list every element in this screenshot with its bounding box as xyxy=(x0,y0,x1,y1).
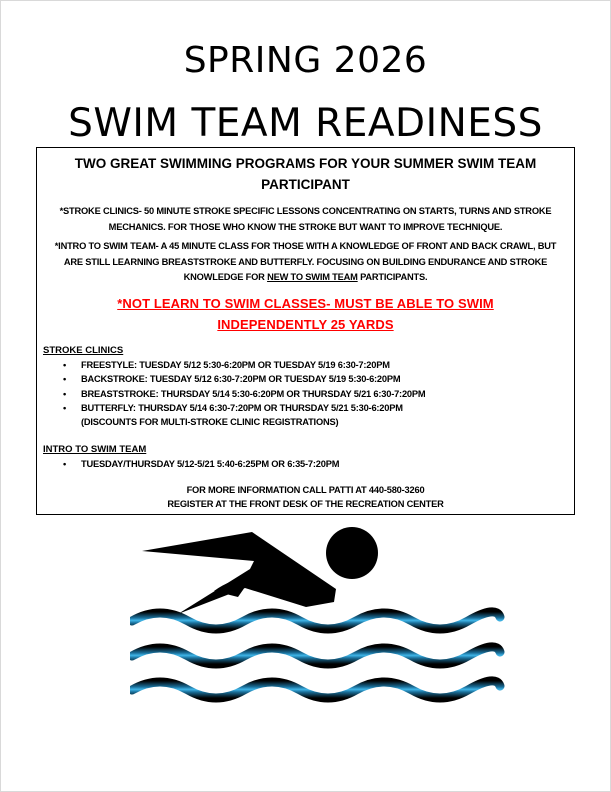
stroke-clinics-heading: STROKE CLINICS xyxy=(43,345,124,356)
list-item: • TUESDAY/THURSDAY 5/12-5/21 5:40-6:25PM OR 6:35-7:20PM xyxy=(63,459,340,469)
swim-ability-warning: *NOT LEARN TO SWIM CLASSES- MUST BE ABLE TO SWIM INDEPENDENTLY 25 YARDS xyxy=(117,296,494,332)
contact-phone-line: FOR MORE INFORMATION CALL PATTI AT 440-580-3260 xyxy=(186,485,425,495)
wave-middle xyxy=(132,647,500,664)
new-to-swim-team-emphasis: NEW TO SWIM TEAM xyxy=(267,272,358,282)
swimmer-head xyxy=(326,527,378,579)
list-item: • BUTTERFLY: THURSDAY 5/14 6:30-7:20PM OR THURSDAY 5/21 5:30-6:20PM xyxy=(63,402,403,413)
swimmer-arm-body xyxy=(142,532,336,614)
stroke-clinics-schedule xyxy=(43,358,425,415)
wave-bottom xyxy=(132,681,500,698)
flyer-title-season: SPRING 2026 xyxy=(183,40,428,81)
flyer-title-program: SWIM TEAM READINESS xyxy=(68,101,543,146)
intro-swim-team-heading: INTRO TO SWIM TEAM xyxy=(43,444,147,455)
list-item: • BACKSTROKE: TUESDAY 5/12 6:30-7:20PM OR TUESDAY 5/19 5:30-6:20PM xyxy=(63,374,401,385)
multi-clinic-discount-note: (DISCOUNTS FOR MULTI-STROKE CLINIC REGISTRATIONS) xyxy=(81,417,339,427)
contact-info xyxy=(37,483,574,511)
registration-line: REGISTER AT THE FRONT DESK OF THE RECREATION CENTER xyxy=(167,499,444,509)
programs-headline-line1: TWO GREAT SWIMMING PROGRAMS FOR YOUR SUMMER SWIM TEAM xyxy=(74,156,537,171)
stroke-clinics-description: *STROKE CLINICS- 50 MINUTE STROKE SPECIFIC LESSONS CONCENTRATING ON STARTS, TURNS AND STROKE MECHANICS. FOR THOSE WHO KNOW THE STROKE BUT WANT TO IMPROVE TECHNIQUE. xyxy=(59,206,552,232)
intro-swim-team-description: *INTRO TO SWIM TEAM- A 45 MINUTE CLASS FOR THOSE WITH A KNOWLEDGE OF FRONT AND BACK CRAWL, BUT ARE STILL LEARNING BREASTSTROKE AND BUTTERFLY. FOCUSING ON BUILDING ENDURANCE AND STROKE KNOWLEDGE FOR NEW TO SWIM TEAM PARTICIPANTS. xyxy=(54,241,557,282)
list-item: • FREESTYLE: TUESDAY 5/12 5:30-6:20PM OR TUESDAY 5/19 6:30-7:20PM xyxy=(63,360,390,370)
programs-headline-line2: PARTICIPANT xyxy=(261,177,350,192)
program-info-box xyxy=(36,147,575,515)
list-item: • BREASTSTROKE: THURSDAY 5/14 5:30-6:20PM OR THURSDAY 5/21 6:30-7:20PM xyxy=(63,388,426,399)
wave-top xyxy=(132,612,500,629)
swimmer-icon xyxy=(130,525,508,705)
intro-swim-team-schedule xyxy=(43,457,339,471)
